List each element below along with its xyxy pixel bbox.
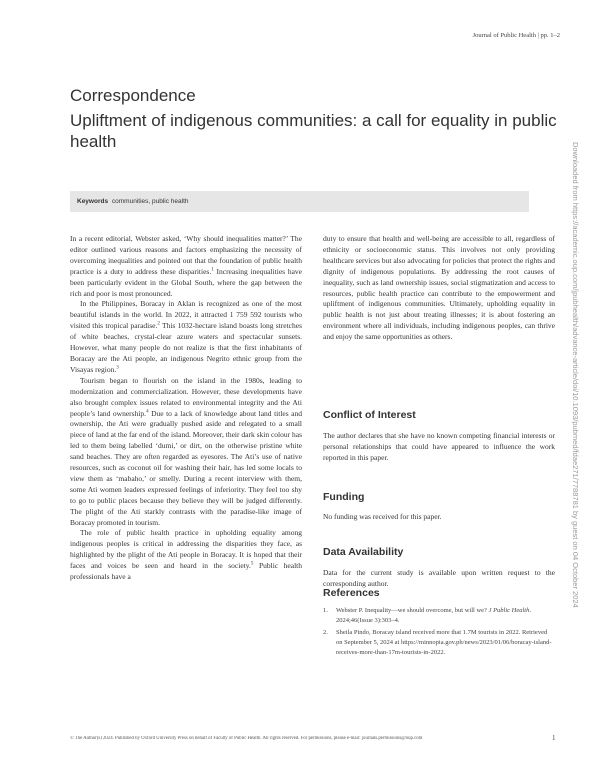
text-span: In a recent editorial, Webster asked, ‘Why should inequalities matter?’ The editor outlined various reasons and factors emphasizing the necessity of overcoming inequalities and pointed out that the foundation of public health practice is a duty to address these disparities. xyxy=(70,234,302,276)
reference-item xyxy=(323,628,555,657)
text-span: Increasing inequalities have been particularly evident in the Global South, where the gap between the rich and poor is most pronounced. xyxy=(70,266,302,298)
text-span: In the Philippines, Boracay in Aklan is recognized as one of the most beautiful islands in the world. In 2022, it attracted 1 759 592 tourists who visited this tropical paradise. xyxy=(70,299,302,331)
download-notice: Downloaded from https://academic.oup.com/jpubhealth/advance-article/doi/10.1093/pubmed/fdae271/7788781 by guest on 04 October 2024 xyxy=(571,142,580,608)
paragraph xyxy=(70,528,302,583)
reference-number: 2. xyxy=(323,629,328,637)
paragraph xyxy=(70,299,302,375)
data-availability-text: Data for the current study is available upon written request to the corresponding author. xyxy=(323,568,555,588)
right-column xyxy=(323,234,555,343)
text-span: Due to a lack of knowledge about land titles and ownership, the Ati were gradually pushed aside and relegated to a small piece of land at the far end of the island. Moreover, their dark skin colour has led to them being labelled ‘dumi,’ or dirt, on the otherwise pristine white sand beaches. They are often regarded as eyesores. The Ati’s use of native resources, such as coconut oil for washing their hair, has led some locals to view them as ‘mabaho,’ or smelly. During a recent interview with them, some Ati women leaders expressed feelings of inferiority. They feel too shy to go to public places because they believe they will be judged differently. The plight of the Ati starkly contrasts with the paradise-like image of Boracay promoted in tourism. xyxy=(70,408,302,527)
ref-link[interactable]: 1 xyxy=(211,267,214,273)
left-column xyxy=(70,234,302,583)
keywords-value: communities, public health xyxy=(111,198,189,205)
funding-text: No funding was received for this paper. xyxy=(323,512,442,521)
paragraph xyxy=(70,234,302,299)
conflict-text: The author declares that she have no known competing financial interests or personal relationships that could have appeared to influence the work reported in this paper. xyxy=(323,431,555,462)
copyright-footer: © The Author(s) 2024. Published by Oxford University Press on behalf of Faculty of Public Health. All rights reserved. For permissions, please e-mail: journals.permissions@oup.com xyxy=(70,736,423,741)
reference-item xyxy=(323,606,555,625)
running-head: Journal of Public Health | pp. 1–2 xyxy=(472,32,560,39)
article-title: Upliftment of indigenous communities: a call for equality in public health xyxy=(70,111,557,151)
references-heading: References xyxy=(323,587,380,599)
ref-link[interactable]: 4 xyxy=(146,409,149,414)
section-label: Correspondence xyxy=(70,86,196,105)
text-span: Public health professionals have a xyxy=(70,561,302,582)
ref-link[interactable]: 3 xyxy=(116,365,119,371)
reference-list xyxy=(323,606,555,661)
keywords-box xyxy=(70,191,529,212)
text-span: The role of public health practice in upholding equality among indigenous peoples is critical in addressing the disparities they face, as highlighted by the plight of the Ati people in Boracay. It is hoped that their faces and voices be seen and heard in the society. xyxy=(70,528,302,571)
reference-journal: J Public Health xyxy=(488,607,530,614)
download-sidebar xyxy=(571,142,585,608)
reference-text: Webster P. Inequality—we should overcome, but will we? xyxy=(336,607,489,614)
funding-heading: Funding xyxy=(323,491,365,503)
reference-text[interactable]: Sheila Pindo, Boracay island received more that 1.7M tourists in 2022. Retrieved on September 5, 2024 at https://minnopia.gov.ph/news/2023/01/06/boracay-island-receives-more-than-17m-tourists-in-2022. xyxy=(336,629,552,656)
ref-link[interactable]: 2 xyxy=(157,321,160,327)
ref-link[interactable]: 5 xyxy=(250,561,254,567)
reference-number: 1. xyxy=(323,607,328,614)
text-span: Tourism began to flourish on the island in the 1980s, leading to modernization and commercialization. However, these developments have also brought complex issues related to environmental integrity and the Ati people’s land ownership. xyxy=(70,375,302,418)
paragraph: duty to ensure that health and well-being are accessible to all, regardless of ethnicity or socioeconomic status. This involves not only providing healthcare services but also advocating for policies that protect the rights and dignity of indigenous populations. By addressing the root causes of inequality, such as land ownership issues, social stigmatization and access to resources, public health practice can contribute to the empowerment and upliftment of indigenous communities. Ultimately, upholding equality in public health is not just about treating illnesses; it is about fostering an environment where all individuals, including indigenous peoples, can thrive and enjoy the same opportunities as others. xyxy=(323,234,555,342)
paragraph xyxy=(70,376,302,529)
keywords-label: Keywords xyxy=(77,198,109,205)
text-span: This 1032-hectare island boasts long stretches of white beaches, crystal-clear azure waters and spectacular sunsets. However, what many people do not realize is that the first inhabitants of Boracay are the Ati people, an indigenous Negrito ethnic group from the Visayas region. xyxy=(70,321,302,374)
conflict-heading: Conflict of Interest xyxy=(323,409,416,421)
reference-text: . 2024;46(Issue 3):303–4. xyxy=(336,607,531,624)
data-availability-heading: Data Availability xyxy=(323,546,404,558)
page-number: 1 xyxy=(552,734,556,742)
